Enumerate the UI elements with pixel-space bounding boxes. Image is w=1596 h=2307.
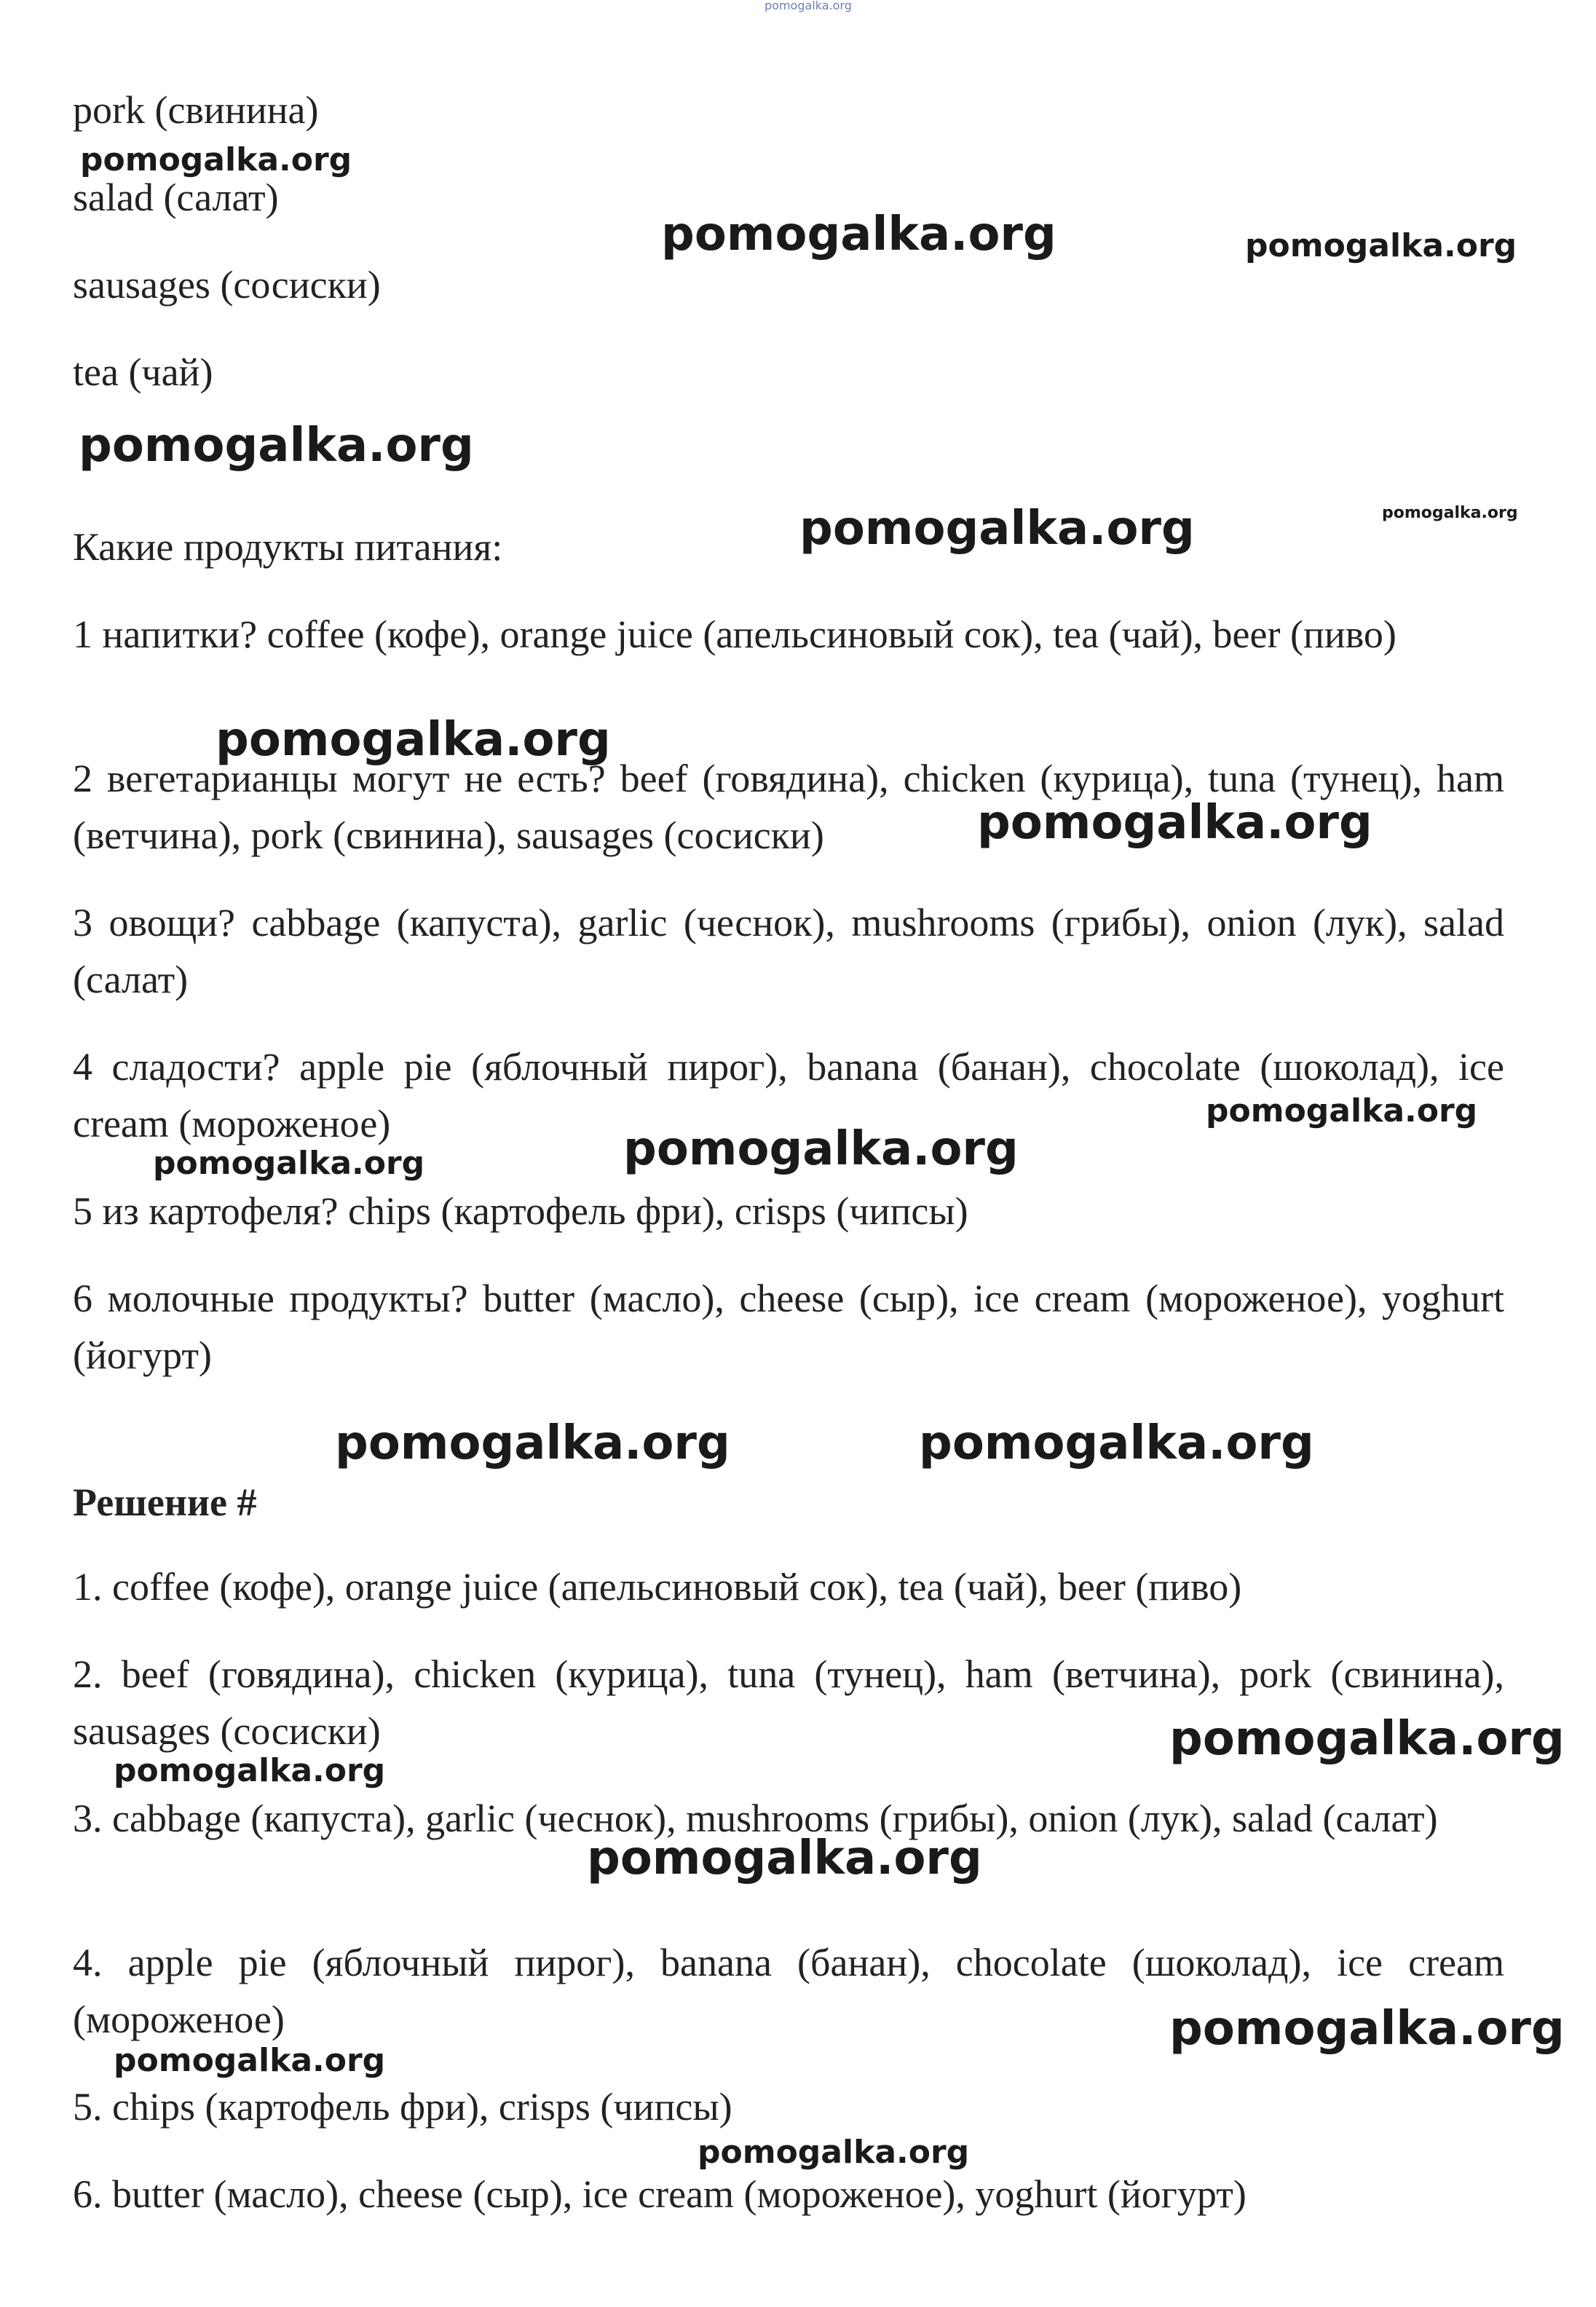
question-1: 1 напитки? coffee (кофе), orange juice (апельсиновый сок), tea (чай), beer (пиво)	[73, 612, 1396, 656]
question-heading: Какие продукты питания:	[73, 525, 503, 569]
question-6: 6 молочные продукты? butter (масло), cheese (сыр), ice cream (мороженое), yoghurt (йогурт)	[73, 1277, 1504, 1377]
watermark: pomogalka.org	[698, 2134, 970, 2171]
watermark: pomogalka.org	[153, 1145, 425, 1182]
watermark: pomogalka.org	[114, 2042, 386, 2079]
watermark: pomogalka.org	[1169, 1712, 1565, 1766]
question-3: 3 овощи? cabbage (капуста), garlic (чеснок), mushrooms (грибы), onion (лук), salad (салат)	[73, 901, 1504, 1001]
watermark: pomogalka.org	[335, 1416, 730, 1470]
question-2: 2 вегетарианцы могут не есть? beef (говядина), chicken (курица), tuna (тунец), ham (ветчина), pork (свинина), sausages (сосиски)	[73, 757, 1504, 857]
vocab-item-pork: pork (свинина)	[73, 88, 319, 132]
answer-6: 6. butter (масло), cheese (сыр), ice cream (мороженое), yoghurt (йогурт)	[73, 2172, 1247, 2216]
watermark: pomogalka.org	[799, 502, 1195, 556]
answer-5: 5. chips (картофель фри), crisps (чипсы)	[73, 2085, 732, 2129]
watermark: pomogalka.org	[661, 208, 1056, 261]
watermark: pomogalka.org	[919, 1416, 1314, 1470]
watermark: pomogalka.org	[79, 419, 474, 473]
watermark: pomogalka.org	[1245, 227, 1517, 264]
watermark: pomogalka.org	[114, 1752, 386, 1789]
question-4: 4 сладости? apple pie (яблочный пирог), banana (банан), chocolate (шоколад), ice cream (мороженое)	[73, 1045, 1504, 1145]
watermark: pomogalka.org	[977, 796, 1372, 850]
watermark: pomogalka.org	[623, 1122, 1019, 1176]
watermark: pomogalka.org	[1169, 2002, 1565, 2056]
watermark: pomogalka.org	[80, 141, 352, 178]
answer-1: 1. coffee (кофе), orange juice (апельсиновый сок), tea (чай), beer (пиво)	[73, 1565, 1242, 1609]
solution-heading: Решение #	[73, 1480, 257, 1524]
answer-2: 2. beef (говядина), chicken (курица), tuna (тунец), ham (ветчина), pork (свинина), sausages (сосиски)	[73, 1652, 1504, 1753]
watermark: pomogalka.org	[1206, 1092, 1478, 1129]
answer-4: 4. apple pie (яблочный пирог), banana (банан), chocolate (шоколад), ice cream (мороженое)	[73, 1941, 1504, 2041]
question-5: 5 из картофеля? chips (картофель фри), crisps (чипсы)	[73, 1189, 968, 1233]
watermark: pomogalka.org	[587, 1831, 982, 1885]
watermark: pomogalka.org	[216, 713, 611, 767]
vocab-item-tea: tea (чай)	[73, 350, 213, 394]
watermark: pomogalka.org	[1382, 504, 1518, 522]
vocab-item-sausages: sausages (сосиски)	[73, 263, 381, 307]
vocab-item-salad: salad (салат)	[73, 176, 279, 219]
answer-3: 3. cabbage (капуста), garlic (чеснок), mushrooms (грибы), onion (лук), salad (салат)	[73, 1797, 1438, 1840]
watermark: pomogalka.org	[765, 0, 852, 12]
